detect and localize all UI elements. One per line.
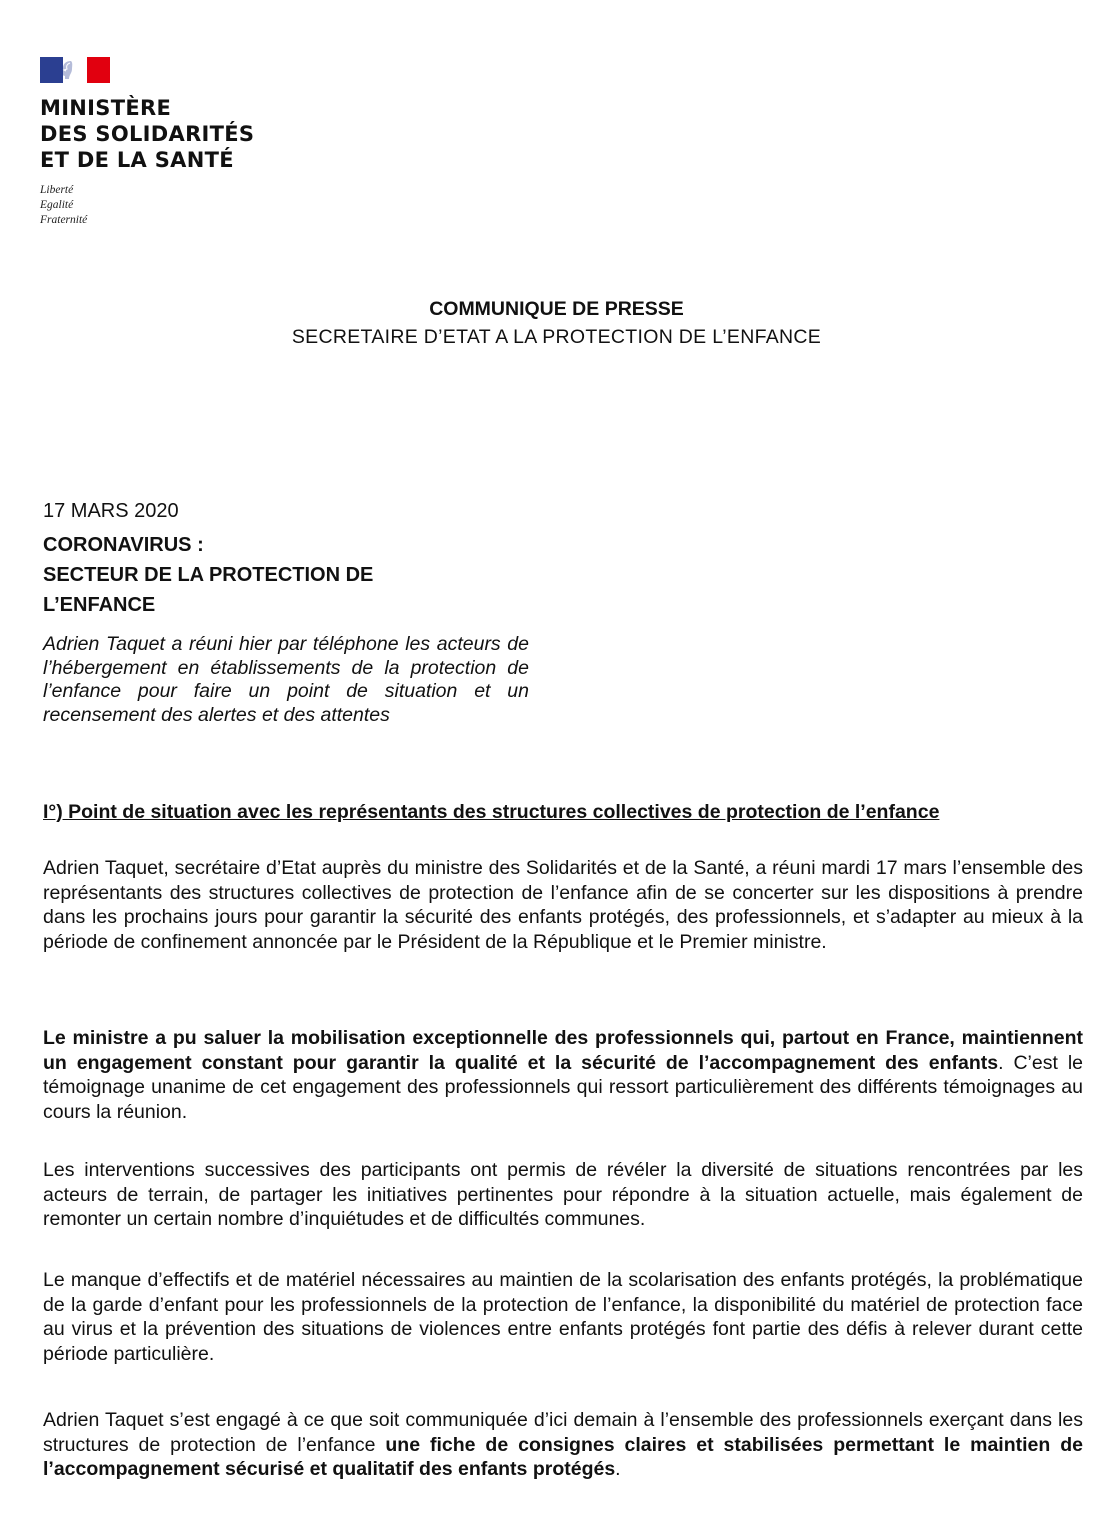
paragraph-5-emphasis: une fiche de consignes claires et stabilisées permettant le maintien de l’accompagnement sécurisé et qualitatif des enfants protégés — [43, 1433, 1083, 1480]
paragraph-1: Adrien Taquet, secrétaire d’Etat auprès du ministre des Solidarités et de la Santé, a réuni mardi 17 mars l’ensemble des représentants des structures collectives de protection de l’enfance afin de se concerter sur les dispositions à prendre dans les prochains jours pour garantir la sécurité des enfants protégés, des professionnels, et s’adapter au mieux à la période de confinement annoncée par le Président de la République et le Premier ministre. — [43, 857, 1083, 953]
ministry-line: MINISTÈRE — [40, 96, 172, 120]
document-title: COMMUNIQUE DE PRESSE — [429, 298, 684, 320]
motto-line: Liberté — [40, 184, 74, 196]
section-heading: I°) Point de situation avec les représentants des structures collectives de protection de l’enfance — [43, 801, 940, 823]
ministry-line: DES SOLIDARITÉS — [40, 122, 255, 146]
document-subtitle: SECRETAIRE D’ETAT A LA PROTECTION DE L’ENFANCE — [291, 326, 822, 348]
paragraph-2-text: . C’est le témoignage unanime de cet engagement des professionnels qui ressort particulièrement des différents témoignages au cours la réunion. — [43, 1051, 1084, 1123]
headline-line: L’ENFANCE — [43, 594, 156, 616]
ministry-logo — [40, 57, 300, 228]
release-headline — [43, 530, 373, 620]
french-flag-icon — [40, 57, 110, 83]
paragraph-5-text: Adrien Taquet s’est engagé à ce que soit communiquée d’ici demain à l’ensemble des professionnels exerçant dans les structures de protection de l’enfance — [43, 1409, 1083, 1456]
paragraph-5-end: . — [615, 1458, 621, 1480]
paragraph-3: Les interventions successives des participants ont permis de révéler la diversité de situations rencontrées par les acteurs de terrain, de partager les initiatives pertinentes pour répondre à la situation actuelle, mais également de remonter un certain nombre d’inquiétudes et de difficultés communes. — [43, 1159, 1083, 1230]
motto-line: Fraternité — [40, 214, 88, 226]
marianne-profile-icon — [57, 60, 75, 80]
ministry-line: ET DE LA SANTÉ — [40, 148, 234, 172]
headline-line: CORONAVIRUS : — [43, 534, 204, 556]
release-date: 17 MARS 2020 — [43, 500, 179, 522]
paragraph-2 — [43, 1026, 1083, 1124]
republic-motto — [40, 183, 300, 228]
motto-line: Egalité — [40, 199, 74, 211]
ministry-name — [40, 95, 300, 173]
headline-line: SECTEUR DE LA PROTECTION DE — [43, 564, 374, 586]
flag-red-band — [87, 57, 110, 83]
lead-paragraph: Adrien Taquet a réuni hier par téléphone les acteurs de l’hébergement en établissements de la protection de l’enfance pour faire un point de situation et un recensement des alertes et des attentes — [43, 633, 529, 726]
paragraph-4: Le manque d’effectifs et de matériel nécessaires au maintien de la scolarisation des enfants protégés, la problématique de la garde d’enfant pour les professionnels de la protection de l’enfance, la disponibilité du matériel de protection face au virus et la prévention des situations de violences entre enfants protégés font partie des défis à relever durant cette période particulière. — [43, 1269, 1083, 1365]
paragraph-5 — [43, 1408, 1083, 1482]
flag-white-band — [63, 57, 87, 83]
paragraph-2-emphasis: Le ministre a pu saluer la mobilisation exceptionnelle des professionnels qui, partout en France, maintiennent un engagement constant pour garantir la qualité et la sécurité de l’accompagnement des enfants — [43, 1027, 1083, 1074]
